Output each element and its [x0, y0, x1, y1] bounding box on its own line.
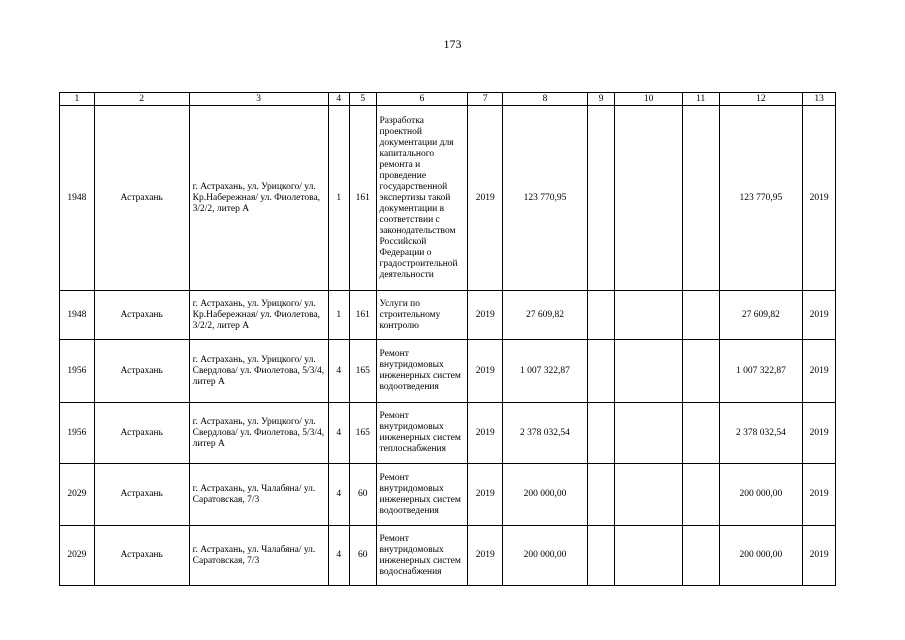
table-row: [60, 464, 836, 526]
col10-cell: [615, 526, 682, 586]
total-cost-cell: 27 609,82: [503, 291, 588, 340]
col9-cell: [587, 464, 615, 526]
year-cell: 2019: [468, 464, 503, 526]
col10-cell: [615, 340, 682, 403]
col10-cell: [615, 291, 682, 340]
col12-cost-cell: 123 770,95: [719, 106, 803, 291]
year-cell: 2019: [468, 526, 503, 586]
col11-cell: [682, 291, 719, 340]
work-type-cell: Ремонт внутридомовых инженерных систем водоотведения: [376, 340, 468, 403]
column-header: 8: [503, 93, 588, 106]
column-number-row: [60, 93, 836, 106]
address-cell: г. Астрахань, ул. Урицкого/ ул. Кр.Набережная/ ул. Фиолетова, 3/2/2, литер А: [189, 291, 328, 340]
col9-cell: [587, 403, 615, 464]
total-cost-cell: 200 000,00: [503, 526, 588, 586]
col13-year-cell: 2019: [803, 340, 836, 403]
col10-cell: [615, 106, 682, 291]
house-id-cell: 2029: [60, 464, 95, 526]
col5-cell: 165: [349, 403, 376, 464]
column-header: 6: [376, 93, 468, 106]
total-cost-cell: 1 007 322,87: [503, 340, 588, 403]
city-cell: Астрахань: [94, 106, 189, 291]
column-header: 12: [719, 93, 803, 106]
work-type-cell: Ремонт внутридомовых инженерных систем водоотведения: [376, 464, 468, 526]
col13-year-cell: 2019: [803, 106, 836, 291]
year-cell: 2019: [468, 291, 503, 340]
column-header: 10: [615, 93, 682, 106]
col11-cell: [682, 403, 719, 464]
house-id-cell: 1956: [60, 340, 95, 403]
total-cost-cell: 123 770,95: [503, 106, 588, 291]
col9-cell: [587, 340, 615, 403]
registry-table: [59, 92, 836, 586]
col13-year-cell: 2019: [803, 291, 836, 340]
col4-cell: 1: [328, 106, 349, 291]
city-cell: Астрахань: [94, 403, 189, 464]
house-id-cell: 1956: [60, 403, 95, 464]
year-cell: 2019: [468, 340, 503, 403]
address-cell: г. Астрахань, ул. Урицкого/ ул. Свердлова/ ул. Фиолетова, 5/3/4, литер А: [189, 340, 328, 403]
total-cost-cell: 2 378 032,54: [503, 403, 588, 464]
col5-cell: 165: [349, 340, 376, 403]
column-header: 9: [587, 93, 615, 106]
city-cell: Астрахань: [94, 291, 189, 340]
col4-cell: 4: [328, 340, 349, 403]
work-type-cell: Ремонт внутридомовых инженерных систем теплоснабжения: [376, 403, 468, 464]
col11-cell: [682, 464, 719, 526]
city-cell: Астрахань: [94, 340, 189, 403]
col10-cell: [615, 464, 682, 526]
work-type-cell: Ремонт внутридомовых инженерных систем водоснабжения: [376, 526, 468, 586]
total-cost-cell: 200 000,00: [503, 464, 588, 526]
year-cell: 2019: [468, 106, 503, 291]
col9-cell: [587, 291, 615, 340]
column-header: 11: [682, 93, 719, 106]
table-row: [60, 291, 836, 340]
col12-cost-cell: 2 378 032,54: [719, 403, 803, 464]
column-header: 13: [803, 93, 836, 106]
col5-cell: 60: [349, 464, 376, 526]
column-header: 7: [468, 93, 503, 106]
house-id-cell: 1948: [60, 291, 95, 340]
col11-cell: [682, 526, 719, 586]
col5-cell: 161: [349, 106, 376, 291]
table-row: [60, 403, 836, 464]
column-header: 5: [349, 93, 376, 106]
col11-cell: [682, 106, 719, 291]
col13-year-cell: 2019: [803, 526, 836, 586]
col5-cell: 161: [349, 291, 376, 340]
col9-cell: [587, 526, 615, 586]
col11-cell: [682, 340, 719, 403]
col5-cell: 60: [349, 526, 376, 586]
column-header: 4: [328, 93, 349, 106]
table-row: [60, 340, 836, 403]
address-cell: г. Астрахань, ул. Чалабяна/ ул. Саратовская, 7/3: [189, 526, 328, 586]
address-cell: г. Астрахань, ул. Урицкого/ ул. Свердлова/ ул. Фиолетова, 5/3/4, литер А: [189, 403, 328, 464]
city-cell: Астрахань: [94, 464, 189, 526]
house-id-cell: 2029: [60, 526, 95, 586]
col4-cell: 4: [328, 526, 349, 586]
col4-cell: 4: [328, 403, 349, 464]
col13-year-cell: 2019: [803, 403, 836, 464]
col4-cell: 1: [328, 291, 349, 340]
work-type-cell: Услуги по строительному контролю: [376, 291, 468, 340]
city-cell: Астрахань: [94, 526, 189, 586]
col13-year-cell: 2019: [803, 464, 836, 526]
col12-cost-cell: 1 007 322,87: [719, 340, 803, 403]
address-cell: г. Астрахань, ул. Чалабяна/ ул. Саратовская, 7/3: [189, 464, 328, 526]
col4-cell: 4: [328, 464, 349, 526]
column-header: 2: [94, 93, 189, 106]
column-header: 1: [60, 93, 95, 106]
column-header: 3: [189, 93, 328, 106]
address-cell: г. Астрахань, ул. Урицкого/ ул. Кр.Набережная/ ул. Фиолетова, 3/2/2, литер А: [189, 106, 328, 291]
house-id-cell: 1948: [60, 106, 95, 291]
page-number: 173: [443, 37, 462, 51]
col10-cell: [615, 403, 682, 464]
col12-cost-cell: 200 000,00: [719, 526, 803, 586]
table-row: [60, 106, 836, 291]
col12-cost-cell: 27 609,82: [719, 291, 803, 340]
col12-cost-cell: 200 000,00: [719, 464, 803, 526]
work-type-cell: Разработка проектной документации для капитального ремонта и проведение государственной экспертизы такой документации в соответствии с законодательством Российской Федерации о градостроительной деятельности: [376, 106, 468, 291]
col9-cell: [587, 106, 615, 291]
table-row: [60, 526, 836, 586]
year-cell: 2019: [468, 403, 503, 464]
